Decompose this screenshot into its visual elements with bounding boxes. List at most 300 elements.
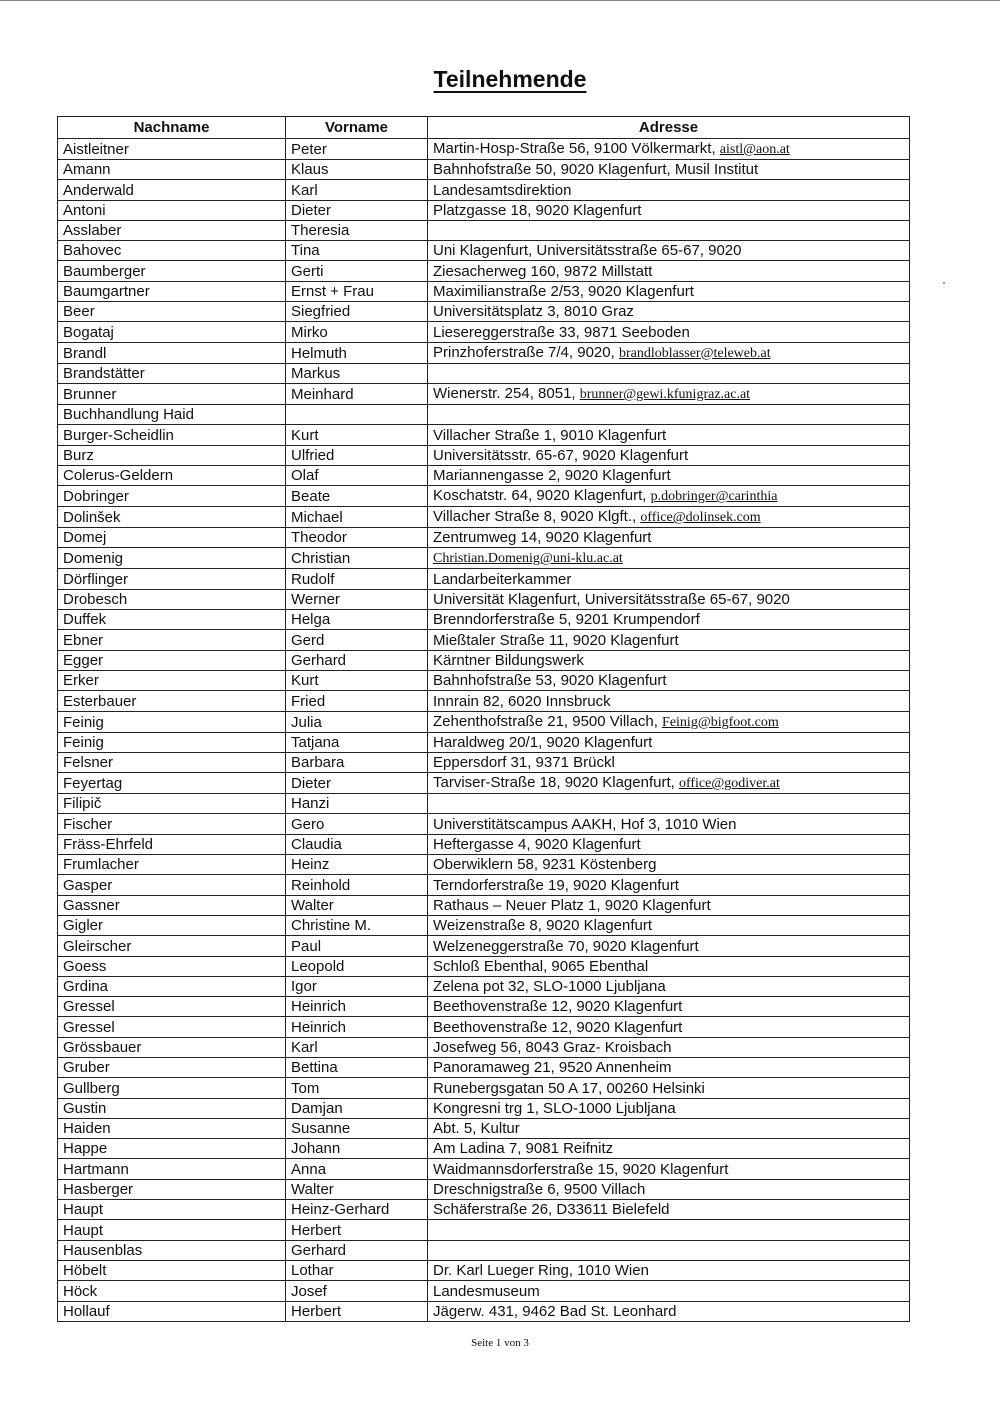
cell-vorname-text: Igor (291, 978, 317, 996)
cell-vorname-text: Werner (291, 591, 340, 609)
cell-vorname (286, 486, 428, 507)
cell-adresse (428, 281, 910, 301)
email-link[interactable]: Christian.Domenig@uni-klu.ac.at (433, 551, 623, 567)
cell-nachname (58, 261, 286, 281)
cell-nachname (58, 445, 286, 465)
cell-nachname-text: Anderwald (63, 181, 134, 199)
header-adresse: Adresse (428, 117, 910, 139)
cell-vorname (286, 997, 428, 1017)
cell-nachname-text: Filipič (63, 795, 102, 813)
email-link[interactable]: brandloblasser@teleweb.at (618, 345, 771, 361)
cell-nachname-text: Baumberger (63, 262, 146, 280)
table-row (58, 404, 910, 424)
email-link[interactable]: aistl@aon.at (719, 142, 790, 157)
table-row (58, 589, 910, 609)
cell-vorname-text: Fried (291, 692, 326, 710)
cell-vorname-text: Josef (291, 1282, 327, 1300)
cell-nachname (58, 834, 286, 854)
cell-adresse (428, 139, 910, 160)
cell-adresse-text: Platzgasse 18, 9020 Klagenfurt (433, 201, 642, 219)
cell-nachname (58, 139, 286, 160)
cell-vorname-text: Karl (291, 1038, 318, 1056)
cell-vorname (286, 1037, 428, 1057)
table-row (58, 1200, 910, 1220)
cell-vorname-text: Meinhard (291, 385, 354, 403)
cell-vorname-text: Gero (291, 815, 325, 833)
cell-vorname (286, 425, 428, 445)
cell-nachname-text: Gullberg (63, 1079, 120, 1097)
cell-adresse (428, 261, 910, 281)
cell-adresse (428, 773, 910, 794)
cell-vorname-text: Heinz (291, 856, 330, 874)
cell-vorname-text: Ernst + Frau (291, 283, 374, 301)
cell-adresse (428, 895, 910, 915)
cell-adresse-text: Universitätsstr. 65-67, 9020 Klagenfurt (433, 446, 689, 464)
cell-nachname (58, 425, 286, 445)
cell-nachname (58, 956, 286, 976)
cell-nachname-text: Gressel (63, 998, 115, 1016)
cell-adresse-text: Landesmuseum (433, 1282, 540, 1300)
table-row (58, 1139, 910, 1159)
cell-nachname-text: Brunner (63, 385, 117, 403)
cell-nachname-text: Egger (63, 651, 104, 669)
table-row (58, 281, 910, 301)
cell-adresse (428, 1301, 910, 1321)
cell-vorname-text: Mirko (291, 323, 328, 341)
table-row (58, 752, 910, 772)
cell-nachname-text: Feinig (63, 713, 104, 731)
cell-nachname-text: Domej (63, 529, 107, 547)
table-row (58, 814, 910, 834)
cell-adresse-text: Landarbeiterkammer (433, 570, 572, 588)
table-row (58, 976, 910, 996)
cell-vorname (286, 1078, 428, 1098)
cell-adresse (428, 1078, 910, 1098)
cell-adresse (428, 200, 910, 220)
cell-adresse (428, 486, 910, 507)
cell-vorname (286, 1118, 428, 1138)
table-row (58, 1260, 910, 1280)
cell-vorname-text: Herbert (291, 1302, 342, 1320)
table-row (58, 445, 910, 465)
cell-vorname-text: Helga (291, 611, 331, 629)
email-link[interactable]: office@dolinsek.com (640, 510, 761, 526)
cell-vorname (286, 363, 428, 383)
cell-adresse-text: Uni Klagenfurt, Universitätsstraße 65-67, 9020 (433, 242, 742, 260)
table-row (58, 486, 910, 507)
cell-vorname-text: Beate (291, 488, 331, 506)
cell-adresse (428, 1200, 910, 1220)
cell-vorname-text: Heinrich (291, 1018, 347, 1036)
cell-vorname (286, 200, 428, 220)
cell-adresse (428, 302, 910, 322)
cell-vorname-text: Anna (291, 1160, 327, 1178)
cell-nachname-text: Amann (63, 161, 111, 179)
cell-vorname (286, 241, 428, 261)
cell-nachname-text: Brandstätter (63, 364, 145, 382)
cell-vorname (286, 1281, 428, 1301)
cell-vorname-text: Paul (291, 937, 322, 955)
cell-nachname (58, 507, 286, 528)
cell-nachname (58, 691, 286, 711)
table-row (58, 630, 910, 650)
cell-adresse-text: Kärntner Bildungswerk (433, 651, 584, 669)
cell-nachname (58, 363, 286, 383)
cell-adresse-text: Schloß Ebenthal, 9065 Ebenthal (433, 957, 649, 975)
cell-nachname-text: Hausenblas (63, 1241, 143, 1259)
cell-nachname-text: Beer (63, 303, 95, 321)
cell-adresse-text: Bahnhofstraße 50, 9020 Klagenfurt, Musil Institut (433, 161, 759, 179)
cell-adresse-text: Kongresni trg 1, SLO-1000 Ljubljana (433, 1099, 676, 1117)
cell-adresse-text: Oberwiklern 58, 9231 Köstenberg (433, 856, 657, 874)
cell-adresse (428, 630, 910, 650)
cell-adresse (428, 1017, 910, 1037)
table-row (58, 1240, 910, 1260)
cell-vorname (286, 1301, 428, 1321)
table-row (58, 383, 910, 404)
cell-nachname (58, 486, 286, 507)
cell-nachname-text: Baumgartner (63, 283, 150, 301)
cell-adresse (428, 670, 910, 690)
cell-nachname (58, 220, 286, 240)
email-link[interactable]: brunner@gewi.kfunigraz.ac.at (579, 386, 751, 402)
table-row (58, 610, 910, 630)
cell-vorname-text: Susanne (291, 1120, 351, 1138)
cell-nachname (58, 936, 286, 956)
cell-nachname-text: Goess (63, 957, 107, 975)
table-row (58, 773, 910, 794)
table-header-row (58, 117, 910, 139)
cell-nachname (58, 180, 286, 200)
cell-nachname (58, 383, 286, 404)
cell-nachname (58, 1179, 286, 1199)
cell-nachname (58, 1159, 286, 1179)
table-row (58, 1057, 910, 1077)
table-row (58, 732, 910, 752)
cell-nachname (58, 875, 286, 895)
email-link[interactable]: office@godiver.at (678, 776, 780, 792)
cell-vorname-text: Julia (291, 713, 322, 731)
cell-adresse (428, 322, 910, 342)
table-row (58, 794, 910, 814)
cell-adresse (428, 404, 910, 424)
cell-vorname-text: Klaus (291, 161, 329, 179)
cell-adresse-text: Innrain 82, 6020 Innsbruck (433, 692, 611, 710)
cell-adresse-text: Abt. 5, Kultur (433, 1120, 520, 1138)
table-row (58, 507, 910, 528)
cell-vorname-text: Gerd (291, 631, 325, 649)
cell-nachname-text: Brandl (63, 344, 107, 362)
page-number: Seite 1 von 3 (471, 1337, 529, 1349)
cell-vorname-text: Karl (291, 181, 318, 199)
table-row (58, 322, 910, 342)
cell-adresse-text: Heftergasse 4, 9020 Klagenfurt (433, 836, 641, 854)
cell-vorname (286, 895, 428, 915)
cell-nachname (58, 1240, 286, 1260)
table-row (58, 997, 910, 1017)
cell-nachname (58, 589, 286, 609)
cell-nachname-text: Burger-Scheidlin (63, 426, 174, 444)
cell-nachname (58, 895, 286, 915)
cell-nachname-text: Gigler (63, 917, 104, 935)
cell-nachname (58, 650, 286, 670)
cell-nachname (58, 528, 286, 548)
cell-vorname-text: Claudia (291, 836, 342, 854)
cell-vorname (286, 1017, 428, 1037)
cell-nachname-text: Drobesch (63, 591, 128, 609)
cell-nachname-text: Dobringer (63, 488, 129, 506)
cell-vorname-text: Tina (291, 242, 320, 260)
cell-vorname (286, 834, 428, 854)
cell-nachname (58, 1037, 286, 1057)
cell-adresse-text: Tarviser-Straße 18, 9020 Klagenfurt, (433, 774, 679, 792)
cell-adresse (428, 1220, 910, 1240)
cell-nachname-text: Feinig (63, 733, 104, 751)
table-body (58, 139, 910, 1322)
cell-nachname-text: Gruber (63, 1059, 110, 1077)
cell-nachname (58, 241, 286, 261)
cell-adresse-text: Ziesacherweg 160, 9872 Millstatt (433, 262, 653, 280)
cell-nachname-text: Gassner (63, 896, 120, 914)
cell-adresse (428, 180, 910, 200)
cell-nachname-text: Asslaber (63, 222, 122, 240)
cell-nachname (58, 404, 286, 424)
cell-adresse-text: Beethovenstraße 12, 9020 Klagenfurt (433, 998, 683, 1016)
table-row (58, 528, 910, 548)
cell-nachname-text: Dolinšek (63, 509, 121, 527)
cell-nachname (58, 610, 286, 630)
table-row (58, 363, 910, 383)
cell-vorname-text: Theresia (291, 222, 350, 240)
cell-vorname (286, 1057, 428, 1077)
cell-vorname (286, 1098, 428, 1118)
cell-nachname-text: Antoni (63, 201, 106, 219)
cell-adresse (428, 1281, 910, 1301)
cell-adresse (428, 528, 910, 548)
cell-nachname (58, 814, 286, 834)
cell-nachname-text: Bogataj (63, 323, 114, 341)
participants-table (57, 116, 910, 1322)
cell-adresse-text: Prinzhoferstraße 7/4, 9020, (433, 343, 619, 361)
cell-nachname-text: Gustin (63, 1099, 107, 1117)
cell-adresse (428, 589, 910, 609)
cell-nachname-text: Bahovec (63, 242, 122, 260)
cell-vorname (286, 160, 428, 180)
cell-nachname-text: Dörflinger (63, 570, 129, 588)
cell-vorname (286, 139, 428, 160)
cell-vorname (286, 180, 428, 200)
cell-vorname-text: Ulfried (291, 446, 335, 464)
cell-adresse (428, 915, 910, 935)
cell-vorname (286, 814, 428, 834)
cell-nachname-text: Gressel (63, 1018, 115, 1036)
cell-adresse-text: Zehenthofstraße 21, 9500 Villach, (433, 712, 663, 730)
header-vorname: Vorname (286, 117, 428, 139)
cell-nachname-text: Buchhandlung Haid (63, 406, 194, 424)
cell-vorname (286, 1260, 428, 1280)
cell-nachname (58, 1220, 286, 1240)
cell-nachname (58, 1078, 286, 1098)
cell-nachname-text: Gleirscher (63, 937, 132, 955)
cell-nachname (58, 1057, 286, 1077)
cell-adresse-text: Universität Klagenfurt, Universitätsstraße 65-67, 9020 (433, 591, 790, 609)
cell-adresse-text: Zelena pot 32, SLO-1000 Ljubljana (433, 978, 666, 996)
cell-adresse-text: Maximilianstraße 2/53, 9020 Klagenfurt (433, 283, 694, 301)
cell-vorname (286, 956, 428, 976)
cell-nachname (58, 548, 286, 569)
cell-adresse (428, 1037, 910, 1057)
cell-adresse (428, 650, 910, 670)
table-row (58, 691, 910, 711)
cell-vorname-text: Barbara (291, 754, 345, 772)
cell-nachname (58, 1098, 286, 1118)
cell-vorname (286, 1200, 428, 1220)
cell-adresse-text: Villacher Straße 8, 9020 Klgft., (433, 508, 641, 526)
cell-vorname (286, 404, 428, 424)
cell-vorname (286, 261, 428, 281)
table-row (58, 1078, 910, 1098)
cell-vorname (286, 936, 428, 956)
cell-vorname-text: Johann (291, 1140, 341, 1158)
cell-adresse (428, 875, 910, 895)
table-row (58, 160, 910, 180)
cell-adresse-text: Wienerstr. 254, 8051, (433, 384, 580, 402)
cell-adresse-text: Universtitätscampus AAKH, Hof 3, 1010 Wien (433, 815, 737, 833)
cell-adresse-text: Beethovenstraße 12, 9020 Klagenfurt (433, 1018, 683, 1036)
cell-adresse (428, 507, 910, 528)
cell-vorname (286, 589, 428, 609)
cell-vorname-text: Bettina (291, 1059, 338, 1077)
cell-adresse-text: Weizenstraße 8, 9020 Klagenfurt (433, 917, 653, 935)
cell-nachname (58, 200, 286, 220)
cell-nachname-text: Hasberger (63, 1181, 134, 1199)
cell-vorname (286, 465, 428, 485)
cell-adresse (428, 814, 910, 834)
cell-nachname-text: Burz (63, 446, 94, 464)
table-row (58, 956, 910, 976)
cell-nachname (58, 322, 286, 342)
cell-adresse (428, 711, 910, 732)
cell-vorname-text: Peter (291, 141, 327, 158)
cell-vorname-text: Kurt (291, 672, 319, 690)
cell-vorname-text: Walter (291, 1181, 334, 1199)
cell-adresse (428, 241, 910, 261)
cell-adresse (428, 1240, 910, 1260)
cell-vorname-text: Tatjana (291, 733, 340, 751)
cell-nachname-text: Duffek (63, 611, 107, 629)
cell-vorname-text: Reinhold (291, 876, 351, 894)
cell-adresse-text: Josefweg 56, 8043 Graz- Kroisbach (433, 1038, 672, 1056)
table-row (58, 261, 910, 281)
email-link[interactable]: Feinig@bigfoot.com (662, 714, 779, 730)
table-row (58, 465, 910, 485)
cell-nachname (58, 732, 286, 752)
cell-adresse (428, 1159, 910, 1179)
cell-nachname-text: Esterbauer (63, 692, 137, 710)
cell-nachname-text: Colerus-Geldern (63, 467, 174, 485)
cell-adresse-text: Dr. Karl Lueger Ring, 1010 Wien (433, 1262, 649, 1280)
table-row (58, 1159, 910, 1179)
cell-vorname-text: Dieter (291, 201, 332, 219)
table-row (58, 1098, 910, 1118)
cell-vorname-text: Gerhard (291, 651, 347, 669)
cell-adresse-text: Panoramaweg 21, 9520 Annenheim (433, 1059, 672, 1077)
cell-adresse (428, 363, 910, 383)
cell-adresse-text: Haraldweg 20/1, 9020 Klagenfurt (433, 733, 653, 751)
table-row (58, 425, 910, 445)
cell-adresse-text: Rathaus – Neuer Platz 1, 9020 Klagenfurt (433, 896, 711, 914)
cell-vorname (286, 1179, 428, 1199)
cell-vorname (286, 630, 428, 650)
cell-vorname (286, 1159, 428, 1179)
table-row (58, 302, 910, 322)
cell-adresse-text: Martin-Hosp-Straße 56, 9100 Völkermarkt, (433, 140, 720, 157)
cell-nachname (58, 794, 286, 814)
cell-vorname (286, 711, 428, 732)
cell-nachname (58, 342, 286, 363)
table-row (58, 200, 910, 220)
table-row (58, 875, 910, 895)
cell-adresse-text: Jägerw. 431, 9462 Bad St. Leonhard (433, 1302, 677, 1320)
cell-vorname-text: Gerti (291, 262, 324, 280)
cell-nachname-text: Hartmann (63, 1160, 129, 1178)
cell-vorname (286, 569, 428, 589)
cell-vorname (286, 855, 428, 875)
cell-nachname (58, 465, 286, 485)
cell-vorname-text: Tom (291, 1079, 320, 1097)
cell-adresse-text: Zentrumweg 14, 9020 Klagenfurt (433, 529, 652, 547)
cell-vorname-text: Damjan (291, 1099, 343, 1117)
cell-adresse (428, 732, 910, 752)
cell-adresse (428, 1179, 910, 1199)
cell-nachname-text: Haiden (63, 1120, 111, 1138)
cell-nachname-text: Domenig (63, 550, 124, 568)
table-row (58, 650, 910, 670)
cell-vorname-text: Siegfried (291, 303, 351, 321)
cell-nachname-text: Grössbauer (63, 1038, 142, 1056)
cell-adresse-text: Terndorferstraße 19, 9020 Klagenfurt (433, 876, 679, 894)
cell-adresse (428, 160, 910, 180)
cell-vorname (286, 670, 428, 690)
cell-vorname (286, 875, 428, 895)
cell-nachname (58, 1281, 286, 1301)
email-link[interactable]: p.dobringer@carinthia (650, 489, 778, 505)
cell-vorname (286, 302, 428, 322)
cell-vorname (286, 507, 428, 528)
cell-vorname (286, 281, 428, 301)
cell-vorname (286, 548, 428, 569)
cell-adresse (428, 794, 910, 814)
cell-vorname (286, 528, 428, 548)
cell-adresse-text: Runebergsgatan 50 A 17, 00260 Helsinki (433, 1079, 705, 1097)
cell-adresse-text: Brenndorferstraße 5, 9201 Krumpendorf (433, 611, 700, 629)
cell-nachname (58, 302, 286, 322)
cell-nachname-text: Happe (63, 1140, 108, 1158)
cell-nachname-text: Haupt (63, 1201, 104, 1219)
cell-vorname-text: Leopold (291, 957, 345, 975)
cell-adresse (428, 610, 910, 630)
cell-adresse (428, 976, 910, 996)
cell-vorname (286, 915, 428, 935)
cell-adresse (428, 936, 910, 956)
cell-vorname-text: Gerhard (291, 1241, 347, 1259)
cell-nachname (58, 997, 286, 1017)
cell-nachname-text: Gasper (63, 876, 113, 894)
cell-vorname (286, 732, 428, 752)
table-row (58, 1301, 910, 1321)
cell-nachname-text: Felsner (63, 754, 114, 772)
cell-nachname-text: Aistleitner (63, 141, 129, 158)
